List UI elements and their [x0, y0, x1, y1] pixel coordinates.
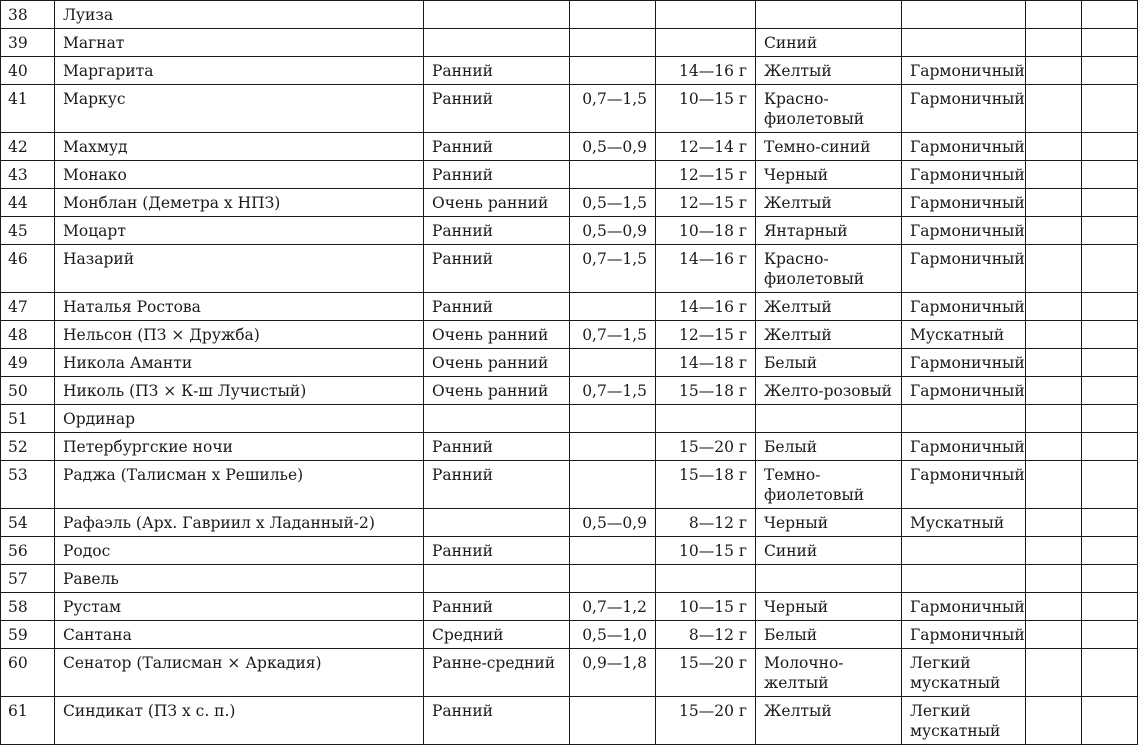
empty-cell [1082, 133, 1138, 161]
cluster-weight-cell: 10—15 г [656, 85, 756, 133]
ripening-period-cell: Ранний [424, 293, 570, 321]
variety-name-cell: Махмуд [55, 133, 424, 161]
variety-name-cell: Луиза [55, 1, 424, 29]
empty-cell [1082, 161, 1138, 189]
variety-name-cell: Родос [55, 537, 424, 565]
empty-cell [1026, 57, 1082, 85]
ripening-period-cell: Ранний [424, 433, 570, 461]
row-number-cell: 54 [1, 509, 55, 537]
empty-cell [1026, 649, 1082, 697]
empty-cell [1082, 189, 1138, 217]
table-row [1, 245, 1138, 293]
cluster-weight-cell: 14—18 г [656, 349, 756, 377]
table-row [1, 593, 1138, 621]
cluster-weight-cell: 8—12 г [656, 621, 756, 649]
berry-weight-cell [570, 1, 656, 29]
cluster-weight-cell: 12—15 г [656, 161, 756, 189]
variety-name-cell: Сенатор (Талисман × Аркадия) [55, 649, 424, 697]
empty-cell [1026, 621, 1082, 649]
table-row [1, 321, 1138, 349]
cluster-weight-cell [656, 565, 756, 593]
row-number-cell: 50 [1, 377, 55, 405]
taste-cell: Мускатный [902, 509, 1026, 537]
taste-cell [902, 537, 1026, 565]
berry-color-cell: Белый [756, 433, 902, 461]
table-row [1, 405, 1138, 433]
row-number-cell: 47 [1, 293, 55, 321]
taste-cell: Гармоничный [902, 85, 1026, 133]
berry-color-cell: Черный [756, 161, 902, 189]
taste-cell: Гармоничный [902, 245, 1026, 293]
variety-name-cell: Раджа (Талисман х Решилье) [55, 461, 424, 509]
row-number-cell: 45 [1, 217, 55, 245]
berry-color-cell: Желтый [756, 189, 902, 217]
berry-color-cell: Красно-фиолетовый [756, 245, 902, 293]
cluster-weight-cell: 12—15 г [656, 189, 756, 217]
ripening-period-cell: Ранне-средний [424, 649, 570, 697]
berry-color-cell: Желто-розовый [756, 377, 902, 405]
cluster-weight-cell: 15—20 г [656, 697, 756, 745]
ripening-period-cell: Очень ранний [424, 377, 570, 405]
cluster-weight-cell: 15—18 г [656, 461, 756, 509]
empty-cell [1082, 57, 1138, 85]
berry-weight-cell [570, 565, 656, 593]
taste-cell: Легкий мускатный [902, 649, 1026, 697]
cluster-weight-cell: 14—16 г [656, 57, 756, 85]
empty-cell [1026, 697, 1082, 745]
variety-name-cell: Равель [55, 565, 424, 593]
taste-cell: Гармоничный [902, 593, 1026, 621]
row-number-cell: 39 [1, 29, 55, 57]
empty-cell [1082, 349, 1138, 377]
cluster-weight-cell [656, 1, 756, 29]
empty-cell [1026, 1, 1082, 29]
empty-cell [1082, 697, 1138, 745]
table-row [1, 57, 1138, 85]
table-row [1, 621, 1138, 649]
empty-cell [1082, 537, 1138, 565]
taste-cell: Гармоничный [902, 377, 1026, 405]
ripening-period-cell: Очень ранний [424, 189, 570, 217]
ripening-period-cell: Ранний [424, 133, 570, 161]
table-row [1, 217, 1138, 245]
taste-cell: Гармоничный [902, 433, 1026, 461]
cluster-weight-cell: 14—16 г [656, 293, 756, 321]
berry-weight-cell: 0,7—1,5 [570, 377, 656, 405]
empty-cell [1082, 509, 1138, 537]
ripening-period-cell: Средний [424, 621, 570, 649]
variety-name-cell: Монблан (Деметра х НПЗ) [55, 189, 424, 217]
variety-name-cell: Сантана [55, 621, 424, 649]
empty-cell [1026, 433, 1082, 461]
taste-cell: Мускатный [902, 321, 1026, 349]
empty-cell [1026, 349, 1082, 377]
empty-cell [1082, 565, 1138, 593]
row-number-cell: 48 [1, 321, 55, 349]
berry-color-cell: Черный [756, 509, 902, 537]
row-number-cell: 40 [1, 57, 55, 85]
variety-name-cell: Синдикат (ПЗ х с. п.) [55, 697, 424, 745]
taste-cell: Гармоничный [902, 161, 1026, 189]
taste-cell: Гармоничный [902, 621, 1026, 649]
berry-weight-cell [570, 349, 656, 377]
table-row [1, 29, 1138, 57]
empty-cell [1082, 29, 1138, 57]
berry-color-cell: Синий [756, 29, 902, 57]
ripening-period-cell [424, 29, 570, 57]
taste-cell: Гармоничный [902, 57, 1026, 85]
empty-cell [1082, 321, 1138, 349]
cluster-weight-cell: 15—18 г [656, 377, 756, 405]
berry-color-cell [756, 1, 902, 29]
taste-cell [902, 1, 1026, 29]
taste-cell: Гармоничный [902, 349, 1026, 377]
berry-weight-cell [570, 537, 656, 565]
taste-cell: Гармоничный [902, 133, 1026, 161]
empty-cell [1082, 293, 1138, 321]
row-number-cell: 57 [1, 565, 55, 593]
berry-color-cell: Желтый [756, 697, 902, 745]
berry-color-cell: Синий [756, 537, 902, 565]
row-number-cell: 49 [1, 349, 55, 377]
empty-cell [1026, 133, 1082, 161]
berry-weight-cell: 0,5—1,5 [570, 189, 656, 217]
row-number-cell: 42 [1, 133, 55, 161]
berry-weight-cell [570, 461, 656, 509]
empty-cell [1026, 537, 1082, 565]
table-row [1, 189, 1138, 217]
row-number-cell: 56 [1, 537, 55, 565]
table-row [1, 161, 1138, 189]
cluster-weight-cell [656, 405, 756, 433]
taste-cell: Легкий мускатный [902, 697, 1026, 745]
row-number-cell: 46 [1, 245, 55, 293]
empty-cell [1026, 161, 1082, 189]
cluster-weight-cell: 12—15 г [656, 321, 756, 349]
berry-color-cell: Белый [756, 621, 902, 649]
variety-name-cell: Монако [55, 161, 424, 189]
empty-cell [1026, 217, 1082, 245]
empty-cell [1082, 245, 1138, 293]
berry-weight-cell [570, 293, 656, 321]
berry-weight-cell: 0,7—1,5 [570, 85, 656, 133]
table-row [1, 649, 1138, 697]
empty-cell [1082, 1, 1138, 29]
row-number-cell: 43 [1, 161, 55, 189]
table-row [1, 697, 1138, 745]
empty-cell [1026, 509, 1082, 537]
row-number-cell: 51 [1, 405, 55, 433]
variety-name-cell: Рустам [55, 593, 424, 621]
berry-color-cell: Белый [756, 349, 902, 377]
table-row [1, 1, 1138, 29]
ripening-period-cell: Очень ранний [424, 349, 570, 377]
berry-weight-cell [570, 29, 656, 57]
variety-name-cell: Ординар [55, 405, 424, 433]
berry-weight-cell: 0,7—1,5 [570, 245, 656, 293]
empty-cell [1026, 565, 1082, 593]
empty-cell [1082, 433, 1138, 461]
empty-cell [1026, 29, 1082, 57]
row-number-cell: 53 [1, 461, 55, 509]
berry-weight-cell: 0,9—1,8 [570, 649, 656, 697]
berry-color-cell: Молочно-желтый [756, 649, 902, 697]
berry-color-cell: Янтарный [756, 217, 902, 245]
row-number-cell: 59 [1, 621, 55, 649]
berry-weight-cell: 0,7—1,5 [570, 321, 656, 349]
ripening-period-cell [424, 509, 570, 537]
variety-name-cell: Моцарт [55, 217, 424, 245]
taste-cell [902, 29, 1026, 57]
taste-cell: Гармоничный [902, 189, 1026, 217]
ripening-period-cell: Ранний [424, 245, 570, 293]
berry-color-cell: Красно-фиолетовый [756, 85, 902, 133]
variety-name-cell: Нельсон (ПЗ × Дружба) [55, 321, 424, 349]
empty-cell [1026, 85, 1082, 133]
berry-color-cell: Черный [756, 593, 902, 621]
variety-name-cell: Наталья Ростова [55, 293, 424, 321]
taste-cell: Гармоничный [902, 461, 1026, 509]
ripening-period-cell: Ранний [424, 461, 570, 509]
cluster-weight-cell: 10—15 г [656, 593, 756, 621]
table-row [1, 565, 1138, 593]
table-row [1, 293, 1138, 321]
cluster-weight-cell [656, 29, 756, 57]
cluster-weight-cell: 14—16 г [656, 245, 756, 293]
empty-cell [1082, 649, 1138, 697]
row-number-cell: 38 [1, 1, 55, 29]
taste-cell: Гармоничный [902, 293, 1026, 321]
empty-cell [1082, 85, 1138, 133]
ripening-period-cell: Ранний [424, 161, 570, 189]
row-number-cell: 52 [1, 433, 55, 461]
taste-cell [902, 405, 1026, 433]
empty-cell [1082, 593, 1138, 621]
empty-cell [1082, 405, 1138, 433]
table-row [1, 377, 1138, 405]
berry-weight-cell: 0,5—0,9 [570, 217, 656, 245]
berry-weight-cell: 0,5—0,9 [570, 509, 656, 537]
ripening-period-cell: Ранний [424, 537, 570, 565]
berry-color-cell [756, 405, 902, 433]
table-row [1, 133, 1138, 161]
berry-weight-cell [570, 57, 656, 85]
row-number-cell: 44 [1, 189, 55, 217]
berry-color-cell: Темно-синий [756, 133, 902, 161]
row-number-cell: 60 [1, 649, 55, 697]
berry-color-cell: Желтый [756, 293, 902, 321]
empty-cell [1026, 245, 1082, 293]
variety-name-cell: Николь (ПЗ × К-ш Лучистый) [55, 377, 424, 405]
taste-cell [902, 565, 1026, 593]
ripening-period-cell: Ранний [424, 593, 570, 621]
variety-name-cell: Рафаэль (Арх. Гавриил х Ладанный-2) [55, 509, 424, 537]
cluster-weight-cell: 10—15 г [656, 537, 756, 565]
variety-name-cell: Маргарита [55, 57, 424, 85]
berry-color-cell [756, 565, 902, 593]
berry-weight-cell [570, 697, 656, 745]
cluster-weight-cell: 12—14 г [656, 133, 756, 161]
ripening-period-cell [424, 565, 570, 593]
empty-cell [1026, 293, 1082, 321]
variety-name-cell: Назарий [55, 245, 424, 293]
ripening-period-cell: Ранний [424, 217, 570, 245]
empty-cell [1026, 593, 1082, 621]
cluster-weight-cell: 15—20 г [656, 433, 756, 461]
table-row [1, 509, 1138, 537]
cluster-weight-cell: 15—20 г [656, 649, 756, 697]
berry-weight-cell [570, 405, 656, 433]
table-row [1, 433, 1138, 461]
empty-cell [1026, 321, 1082, 349]
berry-weight-cell: 0,5—1,0 [570, 621, 656, 649]
variety-name-cell: Никола Аманти [55, 349, 424, 377]
table-body [1, 1, 1138, 745]
ripening-period-cell: Ранний [424, 57, 570, 85]
ripening-period-cell [424, 405, 570, 433]
table-row [1, 85, 1138, 133]
empty-cell [1026, 377, 1082, 405]
berry-weight-cell [570, 433, 656, 461]
empty-cell [1082, 461, 1138, 509]
empty-cell [1082, 377, 1138, 405]
variety-name-cell: Петербургские ночи [55, 433, 424, 461]
row-number-cell: 41 [1, 85, 55, 133]
row-number-cell: 61 [1, 697, 55, 745]
empty-cell [1026, 405, 1082, 433]
berry-color-cell: Желтый [756, 57, 902, 85]
variety-name-cell: Магнат [55, 29, 424, 57]
empty-cell [1026, 461, 1082, 509]
berry-weight-cell: 0,7—1,2 [570, 593, 656, 621]
ripening-period-cell [424, 1, 570, 29]
table-row [1, 537, 1138, 565]
ripening-period-cell: Ранний [424, 85, 570, 133]
empty-cell [1082, 217, 1138, 245]
taste-cell: Гармоничный [902, 217, 1026, 245]
cluster-weight-cell: 8—12 г [656, 509, 756, 537]
berry-color-cell: Темно-фиолетовый [756, 461, 902, 509]
berry-weight-cell [570, 161, 656, 189]
empty-cell [1082, 621, 1138, 649]
cluster-weight-cell: 10—18 г [656, 217, 756, 245]
row-number-cell: 58 [1, 593, 55, 621]
berry-weight-cell: 0,5—0,9 [570, 133, 656, 161]
ripening-period-cell: Ранний [424, 697, 570, 745]
table-row [1, 461, 1138, 509]
variety-name-cell: Маркус [55, 85, 424, 133]
ripening-period-cell: Очень ранний [424, 321, 570, 349]
empty-cell [1026, 189, 1082, 217]
table-row [1, 349, 1138, 377]
berry-color-cell: Желтый [756, 321, 902, 349]
